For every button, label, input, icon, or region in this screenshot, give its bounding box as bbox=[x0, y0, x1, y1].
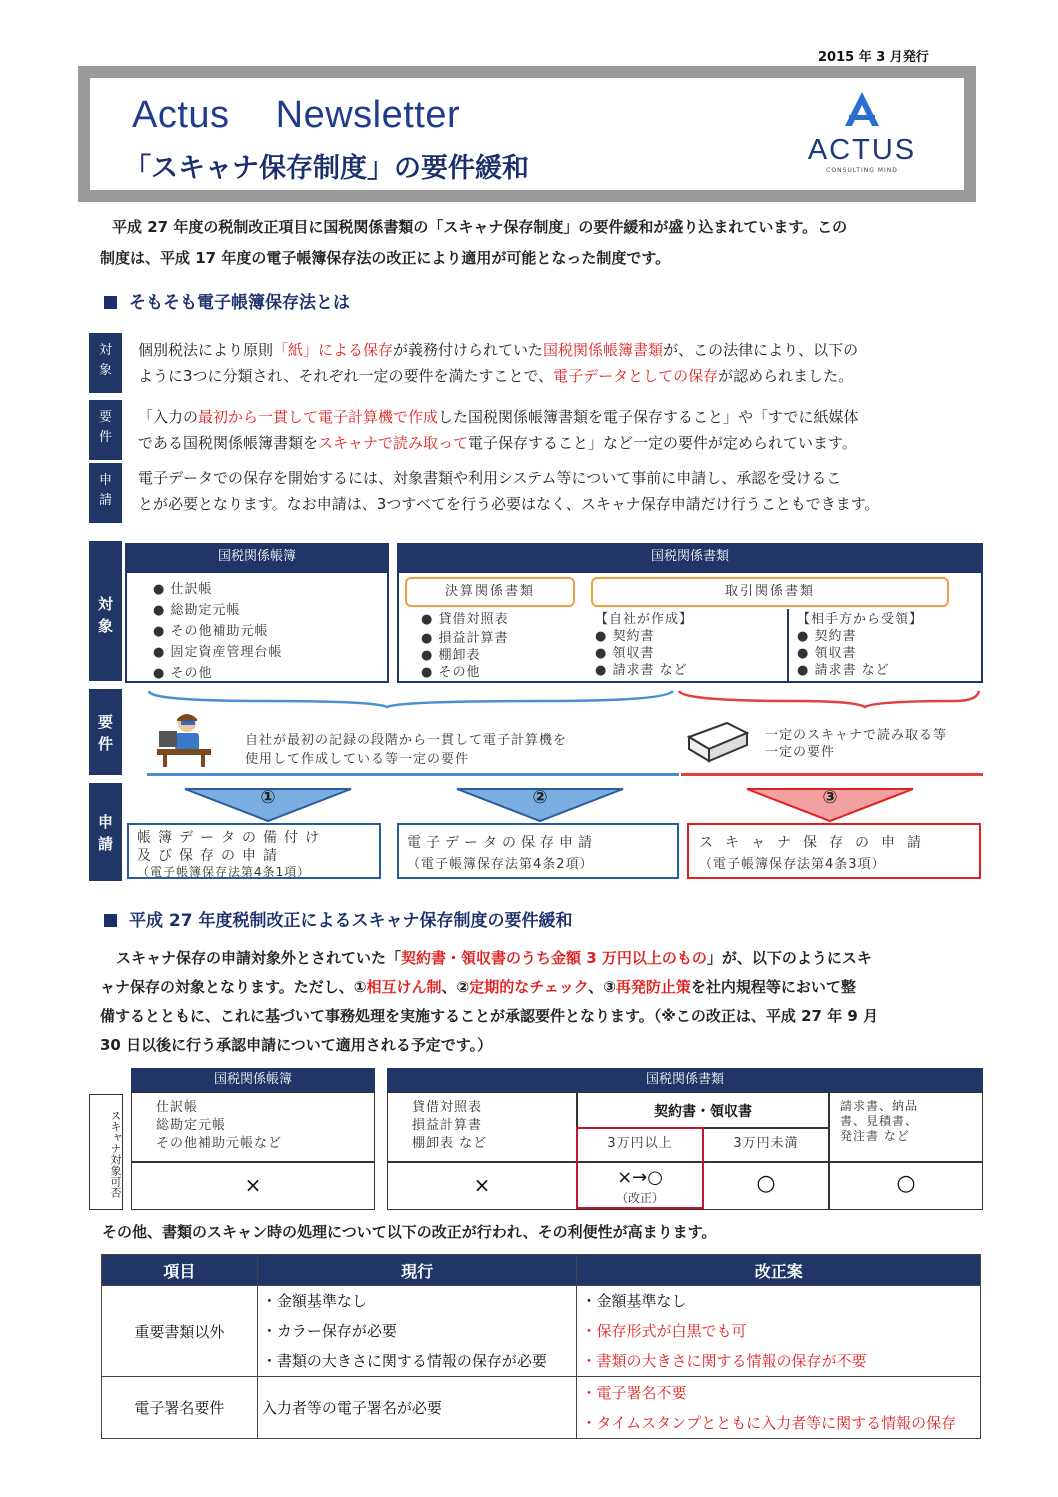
col-current: 現行 bbox=[257, 1255, 577, 1286]
mark-over3-note: （改正） bbox=[615, 1191, 664, 1205]
row2-current: 入力者等の電子署名が必要 bbox=[257, 1377, 577, 1439]
apply-box-3: スキャナ保存の申請 （電子帳簿保存法第4条3項） bbox=[687, 823, 981, 879]
row2-label: 電子署名要件 bbox=[102, 1377, 258, 1439]
col-proposed: 改正案 bbox=[577, 1255, 981, 1286]
actus-logo bbox=[798, 90, 926, 190]
settlement-docs-list: ● 貸借対照表 ● 損益計算書 ● 棚卸表 ● その他 bbox=[421, 612, 509, 680]
section1-heading: そもそも電子帳簿保存法とは bbox=[104, 288, 350, 313]
section2-paragraph: スキャナ保存の申請対象外とされていた「契約書・領収書のうち金額 3 万円以上のもの」が、以下のようにスキ ャナ保存の対象となります。ただし、①相互けん制、②定期的なチェック、③再発防止策を社内規程等において整 備するとともに、これに基づいて事務処理を実施することが承認要件となります。（※この改正は、平成 27 年 9 月 30 日以後に行う承認申請について適用される予定です。） bbox=[100, 949, 879, 1054]
scan-side-label: スキャナ対象可否 bbox=[89, 1094, 123, 1210]
books-box bbox=[125, 571, 389, 683]
scan-docs-list: 貸借対照表 損益計算書 棚卸表 など bbox=[412, 1100, 488, 1151]
intro-line-1: 平成 27 年度の税制改正項目に国税関係書類の「スキャナ保存制度」の要件緩和が盛り込まれています。この bbox=[112, 218, 848, 236]
logo-tagline: CONSULTING MIND bbox=[826, 167, 898, 174]
diagram-side-req: 要 件 bbox=[89, 689, 122, 775]
requirement-right-text: 一定のスキャナで読み取る等 一定の要件 bbox=[765, 728, 948, 760]
over3-label: 3万円以上 bbox=[607, 1136, 673, 1151]
apply-box-2: 電子データの保存申請 （電子帳簿保存法第4条2項） bbox=[397, 823, 679, 879]
computer-user-icon bbox=[157, 711, 211, 767]
system-diagram bbox=[89, 541, 983, 881]
square-bullet-icon bbox=[104, 296, 117, 309]
scan-books-list: 仕訳帳 総勘定元帳 その他補助元帳など bbox=[156, 1100, 283, 1151]
row1-current: ・金額基準なし ・カラー保存が必要 ・書類の大きさに関する情報の保存が必要 bbox=[257, 1286, 577, 1377]
own-docs-list: 【自社が作成】 ● 契約書 ● 領収書 ● 請求書 など bbox=[595, 612, 694, 678]
tag-target: 対 象 bbox=[89, 333, 122, 393]
under3-label: 3万円未満 bbox=[733, 1136, 799, 1151]
mark-others: ○ bbox=[896, 1171, 916, 1196]
square-bullet-icon bbox=[104, 914, 117, 927]
apply-box-1: 帳簿データの備付け 及び保存の申請 （電子帳簿保存法第4条1項） bbox=[127, 823, 381, 879]
divider bbox=[787, 609, 789, 681]
diagram-side-target: 対 象 bbox=[89, 541, 122, 681]
scan-docs-header: 国税関係書類 bbox=[387, 1068, 983, 1092]
row1-label: 重要書類以外 bbox=[102, 1286, 258, 1377]
col-item: 項目 bbox=[102, 1255, 258, 1286]
brace-shapes bbox=[125, 687, 983, 709]
books-header: 国税関係帳簿 bbox=[125, 543, 389, 571]
note-line: その他、書類のスキャン時の処理について以下の改正が行われ、その利便性が高まります。 bbox=[102, 1223, 717, 1241]
scan-docs-cell bbox=[387, 1092, 983, 1210]
section2-heading: 平成 27 年度税制改正によるスキャナ保存制度の要件緩和 bbox=[104, 906, 573, 931]
logo-a-icon bbox=[839, 90, 885, 130]
scanner-icon bbox=[687, 719, 749, 763]
arrow-3-label: ③ bbox=[822, 787, 838, 808]
mark-under3: ○ bbox=[756, 1171, 776, 1196]
scan-books-header: 国税関係帳簿 bbox=[131, 1068, 375, 1092]
issue-date: 2015 年 3 月発行 bbox=[818, 50, 929, 65]
transaction-docs-title: 取引関係書類 bbox=[591, 577, 949, 607]
target-text: 個別税法により原則「紙」による保存が義務付けられていた国税関係帳簿書類が、この法律により、以下の ように3つに分類され、それぞれ一定の要件を満たすことで、電子データとしての保存が認められました。 bbox=[138, 341, 859, 385]
documents-box bbox=[397, 571, 983, 683]
newsletter-subtitle: 「スキャナ保存制度」の要件緩和 bbox=[124, 153, 529, 184]
logo-text: ACTUS bbox=[807, 134, 917, 166]
scan-eligibility-table bbox=[89, 1066, 983, 1212]
blue-line bbox=[147, 773, 679, 776]
scan-books-cell bbox=[131, 1092, 375, 1210]
other-docs-list: 請求書、納品 書、見積書、 発注書 など bbox=[840, 1099, 919, 1143]
settlement-docs-title: 決算関係書類 bbox=[405, 577, 575, 607]
requirement-text: 「入力の最初から一貫して電子計算機で作成した国税関係帳簿書類を電子保存すること」や「すでに紙媒体 である国税関係帳簿書類をスキャナで読み取って電子保存すること」など一定の要件が定められています。 bbox=[138, 408, 859, 452]
tag-requirement: 要 件 bbox=[89, 400, 122, 460]
mark-books: × bbox=[244, 1173, 262, 1197]
books-list: ● 仕訳帳 ● 総勘定元帳 ● その他補助元帳 ● 固定資産管理台帳 ● その他 bbox=[153, 582, 283, 681]
mark-over3: ×→○ bbox=[617, 1167, 663, 1188]
row1-new: ・金額基準なし ・保存形式が白黒でも可 ・書類の大きさに関する情報の保存が不要 bbox=[577, 1286, 981, 1377]
row2-new: ・電子署名不要 ・タイムスタンプとともに入力者等に関する情報の保存 bbox=[577, 1377, 981, 1439]
newsletter-title: Actus Newsletter bbox=[132, 94, 461, 136]
documents-header: 国税関係書類 bbox=[397, 543, 983, 571]
arrow-2-label: ② bbox=[532, 787, 548, 808]
partner-docs-list: 【相手方から受領】 ● 契約書 ● 領収書 ● 請求書 など bbox=[797, 612, 924, 678]
tag-apply: 申 請 bbox=[89, 463, 122, 523]
apply-text: 電子データでの保存を開始するには、対象書類や利用システム等について事前に申請し、承認を受けるこ とが必要となります。なお申請は、3つすべてを行う必要はなく、スキャナ保存申請だけ行うこともできます。 bbox=[138, 469, 880, 513]
requirement-left-text: 自社が最初の記録の段階から一貫して電子計算機を 使用して作成している等一定の要件 bbox=[245, 733, 568, 767]
mark-docs: × bbox=[473, 1173, 491, 1197]
contract-header: 契約書・領収書 bbox=[654, 1104, 752, 1120]
red-line bbox=[681, 773, 983, 776]
table-row bbox=[102, 1286, 981, 1377]
newsletter-header bbox=[78, 66, 976, 202]
diagram-side-apply: 申 請 bbox=[89, 783, 122, 881]
intro-line-2: 制度は、平成 17 年度の電子帳簿保存法の改正により適用が可能となった制度です。 bbox=[100, 249, 671, 267]
arrow-1-label: ① bbox=[260, 787, 276, 808]
reform-table bbox=[101, 1254, 981, 1439]
table-row bbox=[102, 1377, 981, 1439]
